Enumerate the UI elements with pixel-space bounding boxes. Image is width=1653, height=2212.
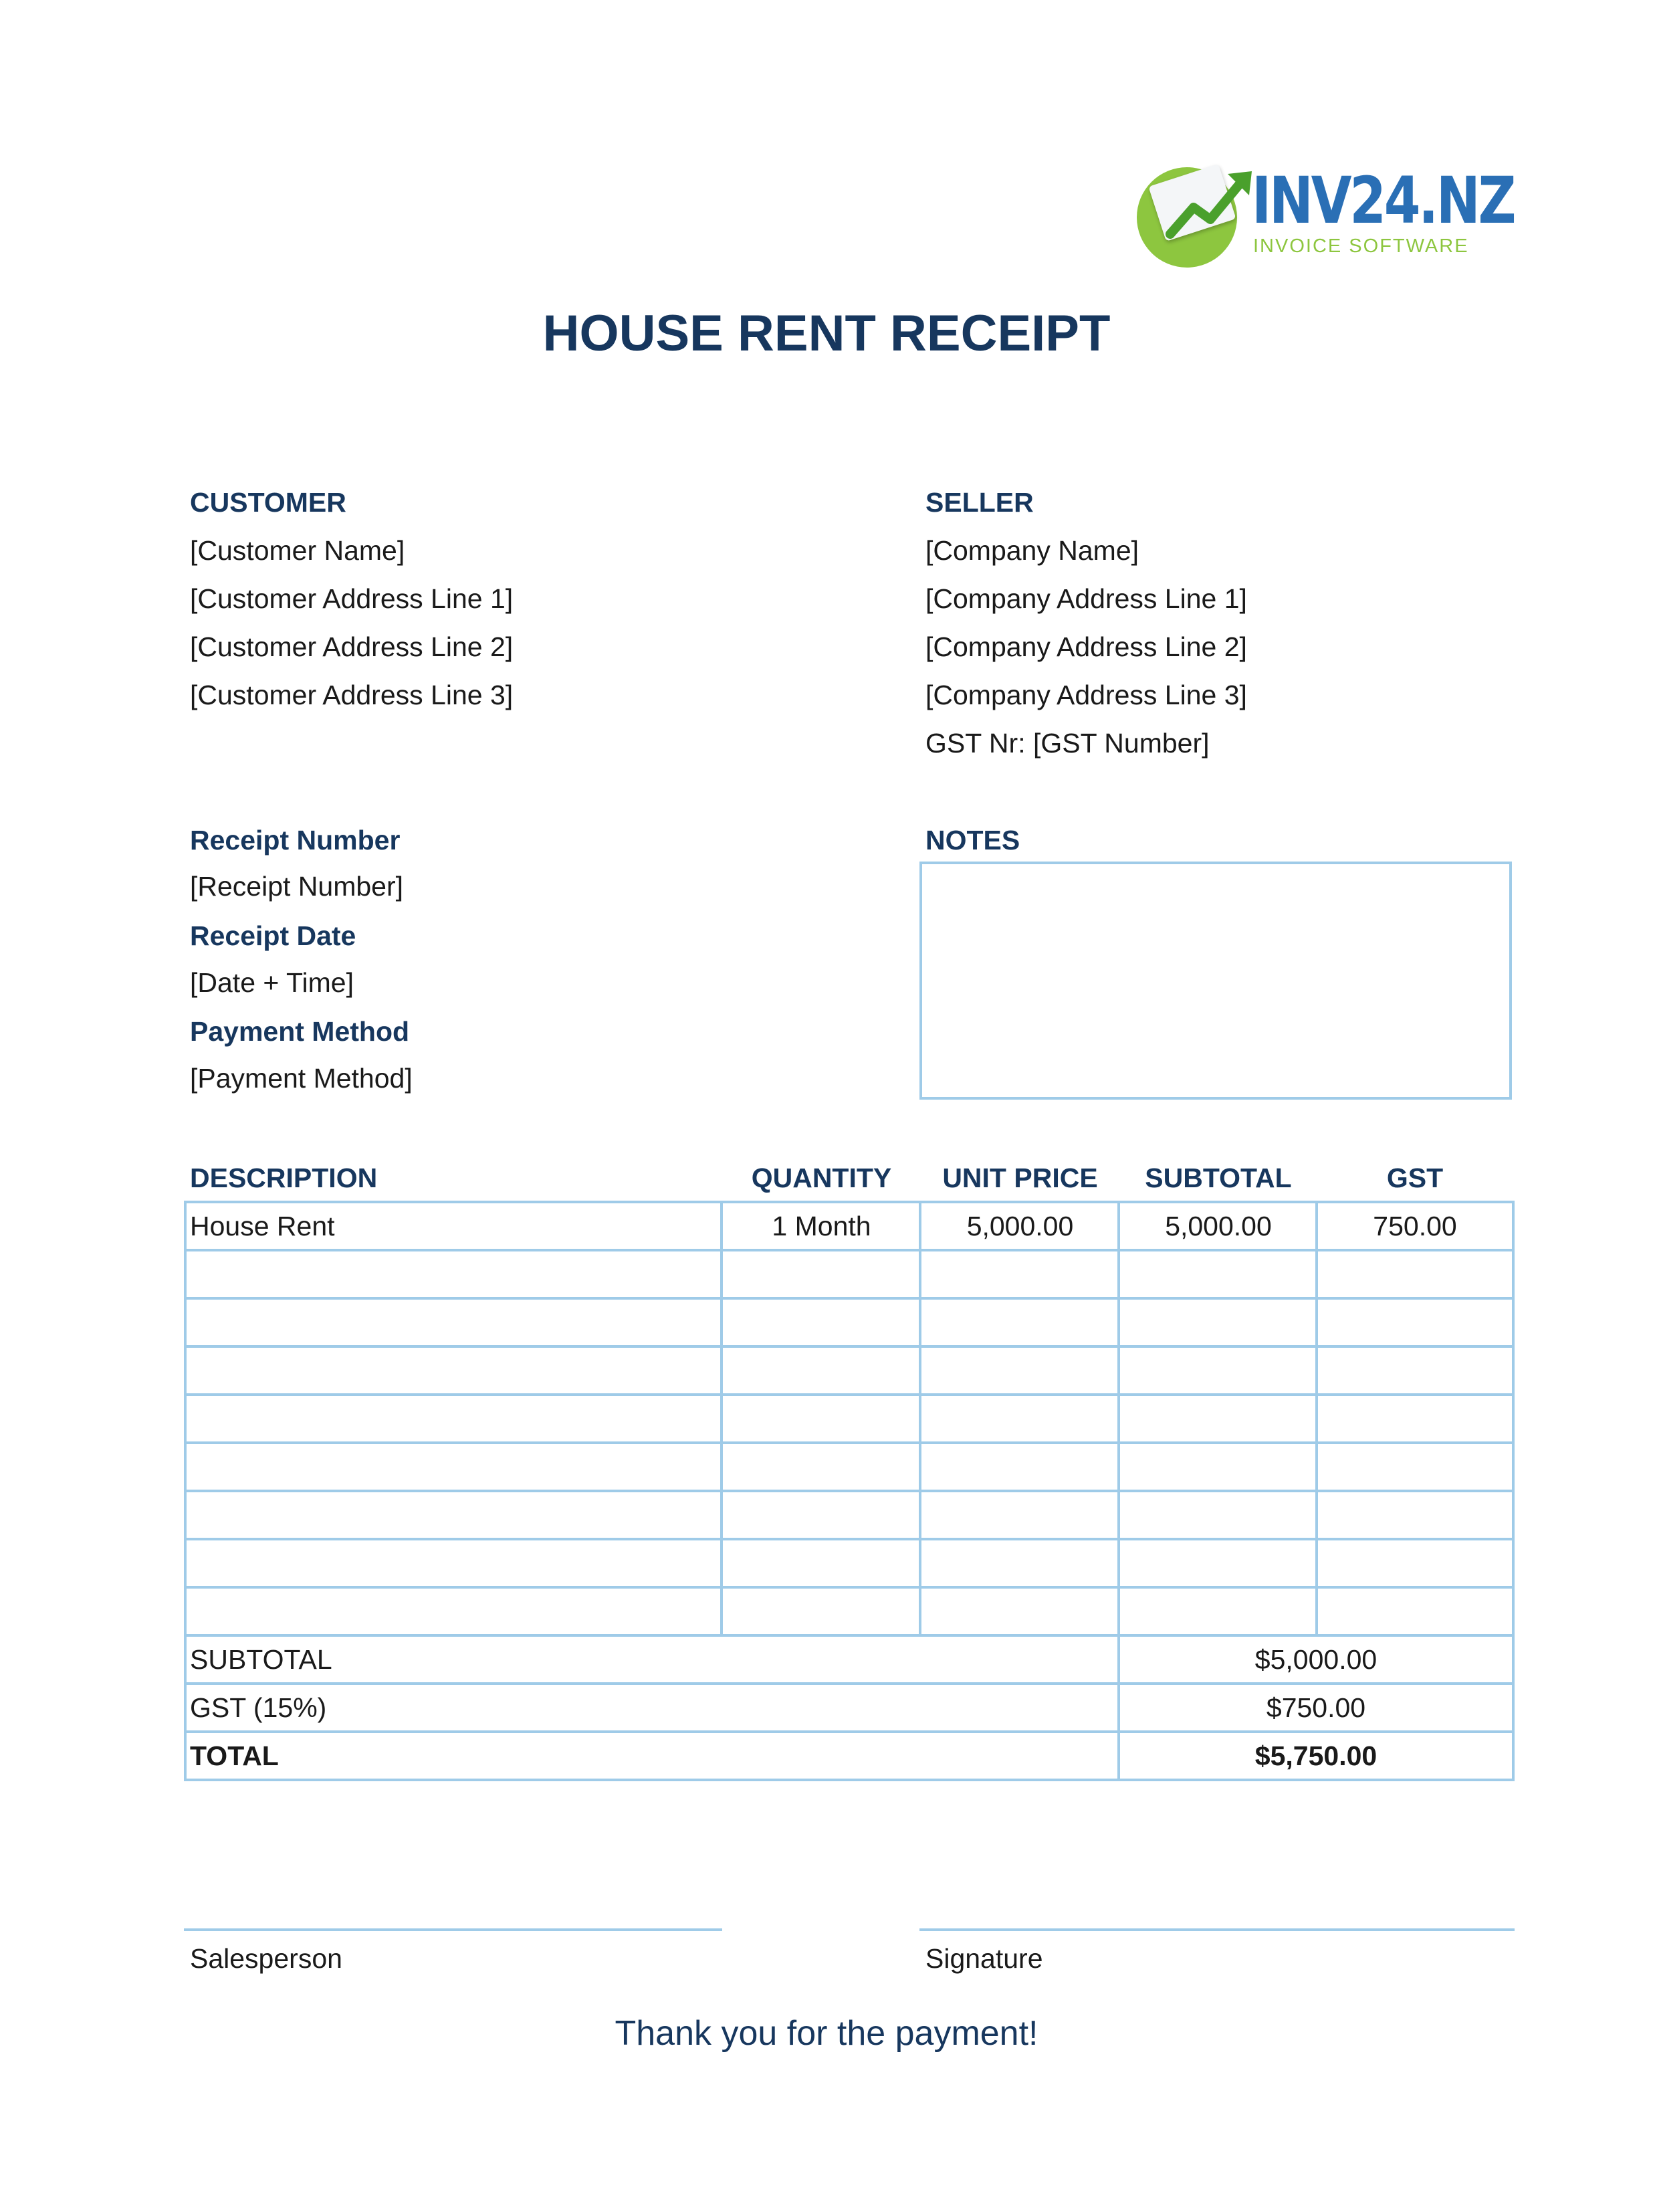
notes-box[interactable] — [919, 862, 1512, 1100]
totals-gst-value: $750.00 — [1266, 1692, 1366, 1723]
totals-subtotal-label: SUBTOTAL — [190, 1644, 332, 1675]
row-1-gst: 750.00 — [1373, 1211, 1457, 1241]
totals-total-value: $5,750.00 — [1254, 1740, 1378, 1771]
column-header-subtotal: SUBTOTAL — [1145, 1163, 1292, 1193]
customer-heading: CUSTOMER — [190, 487, 346, 518]
column-header-description: DESCRIPTION — [190, 1163, 378, 1193]
customer-name: [Customer Name] — [190, 535, 405, 566]
seller-address-line-1: [Company Address Line 1] — [925, 583, 1247, 614]
receipt-number-label: Receipt Number — [190, 825, 401, 856]
payment-method-label: Payment Method — [190, 1016, 410, 1047]
logo-growth-arrow-icon — [1164, 154, 1257, 254]
receipt-date-label: Receipt Date — [190, 920, 356, 951]
receipt-number-value: [Receipt Number] — [190, 871, 404, 902]
row-1-quantity: 1 Month — [772, 1211, 871, 1241]
payment-method-value: [Payment Method] — [190, 1063, 413, 1094]
seller-company-name: [Company Name] — [925, 535, 1139, 566]
salesperson-label: Salesperson — [190, 1943, 342, 1974]
document-title: HOUSE RENT RECEIPT — [542, 305, 1111, 362]
signature-label: Signature — [925, 1943, 1043, 1974]
thank-you-message: Thank you for the payment! — [615, 2014, 1038, 2053]
customer-address-line-3: [Customer Address Line 3] — [190, 680, 514, 710]
brand-logo — [1137, 154, 1515, 274]
customer-address-line-1: [Customer Address Line 1] — [190, 583, 514, 614]
logo-brand-text: INV24.NZ — [1252, 163, 1515, 238]
row-1-description: House Rent — [190, 1211, 335, 1241]
signature-line — [919, 1928, 1515, 1931]
column-header-gst: GST — [1386, 1163, 1444, 1193]
receipt-date-value: [Date + Time] — [190, 967, 354, 998]
customer-address-line-2: [Customer Address Line 2] — [190, 631, 514, 662]
salesperson-line — [184, 1928, 722, 1931]
row-1-unit-price: 5,000.00 — [966, 1211, 1074, 1241]
totals-total-label: TOTAL — [190, 1740, 279, 1771]
totals-gst-label: GST (15%) — [190, 1692, 327, 1723]
column-header-unit-price: UNIT PRICE — [942, 1163, 1098, 1193]
notes-heading: NOTES — [925, 825, 1020, 856]
row-1-subtotal: 5,000.00 — [1165, 1211, 1272, 1241]
seller-address-line-3: [Company Address Line 3] — [925, 680, 1247, 710]
seller-gst-number: GST Nr: [GST Number] — [925, 728, 1210, 759]
totals-subtotal-value: $5,000.00 — [1254, 1644, 1378, 1675]
logo-tagline: INVOICE SOFTWARE — [1253, 235, 1469, 257]
column-header-quantity: QUANTITY — [751, 1163, 892, 1193]
seller-address-line-2: [Company Address Line 2] — [925, 631, 1247, 662]
seller-heading: SELLER — [925, 487, 1034, 518]
